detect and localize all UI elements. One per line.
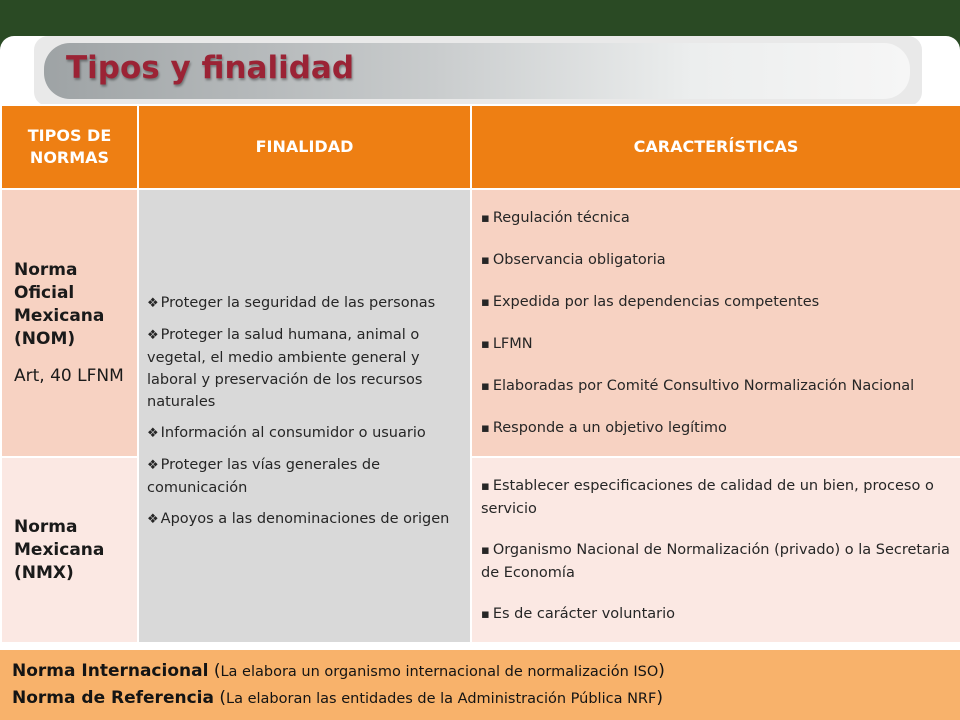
characteristic-item: ▪ Expedida por las dependencias competentes — [481, 291, 952, 314]
nom-characteristics-list — [472, 207, 960, 440]
cell-nom-type — [1, 189, 138, 457]
footer-desc: La elaboran las entidades de la Administración Pública NRF — [226, 691, 657, 707]
footer-line-international — [12, 658, 948, 685]
norms-table — [0, 104, 960, 644]
header-tipos — [1, 105, 138, 189]
characteristic-item: ▪ Establecer especificaciones de calidad de un bien, proceso o servicio — [481, 475, 952, 520]
nmx-name: Norma Mexicana (NMX) — [14, 516, 105, 583]
header-row — [1, 105, 960, 189]
footer-desc: La elabora un organismo internacional de normalización ISO — [220, 664, 659, 680]
characteristic-item: ▪ Elaboradas por Comité Consultivo Normalización Nacional — [481, 375, 952, 398]
cell-finalidad — [138, 189, 471, 643]
header-tipos-label: TIPOS DE NORMAS — [27, 126, 112, 167]
footer-line-reference — [12, 685, 948, 712]
nmx-characteristics-list — [472, 475, 960, 626]
header-finalidad: FINALIDAD — [138, 105, 471, 189]
footer-paren-open: ( — [213, 688, 226, 708]
finalidad-item: ❖ Información al consumidor o usuario — [147, 422, 458, 445]
characteristic-item: ▪ Es de carácter voluntario — [481, 603, 952, 626]
finalidad-item: ❖ Proteger la salud humana, animal o vegetal, el medio ambiente general y laboral y preservación de los recursos naturales — [147, 324, 458, 413]
cell-nmx-characteristics — [471, 457, 960, 643]
finalidad-item: ❖ Proteger las vías generales de comunicación — [147, 454, 458, 499]
footer-lead: Norma Internacional — [12, 661, 209, 681]
footer-paren-close: ) — [658, 661, 665, 681]
characteristic-item: ▪ Responde a un objetivo legítimo — [481, 417, 952, 440]
characteristic-item: ▪ LFMN — [481, 333, 952, 356]
row-nom — [1, 189, 960, 457]
finalidad-item: ❖ Proteger la seguridad de las personas — [147, 292, 458, 315]
nom-name: Norma Oficial Mexicana (NOM) — [14, 259, 105, 349]
footer-lead: Norma de Referencia — [12, 688, 214, 708]
page-title: Tipos y finalidad — [66, 50, 355, 86]
characteristic-item: ▪ Organismo Nacional de Normalización (privado) o la Secretaria de Economía — [481, 539, 952, 584]
finalidad-item: ❖ Apoyos a las denominaciones de origen — [147, 508, 458, 531]
footer-notes — [0, 650, 960, 720]
finalidad-list — [139, 292, 470, 531]
characteristic-item: ▪ Observancia obligatoria — [481, 249, 952, 272]
footer-paren-close: ) — [656, 688, 663, 708]
characteristic-item: ▪ Regulación técnica — [481, 207, 952, 230]
footer-paren-open: ( — [208, 661, 221, 681]
header-caracteristicas: CARACTERÍSTICAS — [471, 105, 960, 189]
cell-nmx-type — [1, 457, 138, 643]
cell-nom-characteristics — [471, 189, 960, 457]
nom-reference: Art, 40 LFNM — [14, 365, 124, 386]
